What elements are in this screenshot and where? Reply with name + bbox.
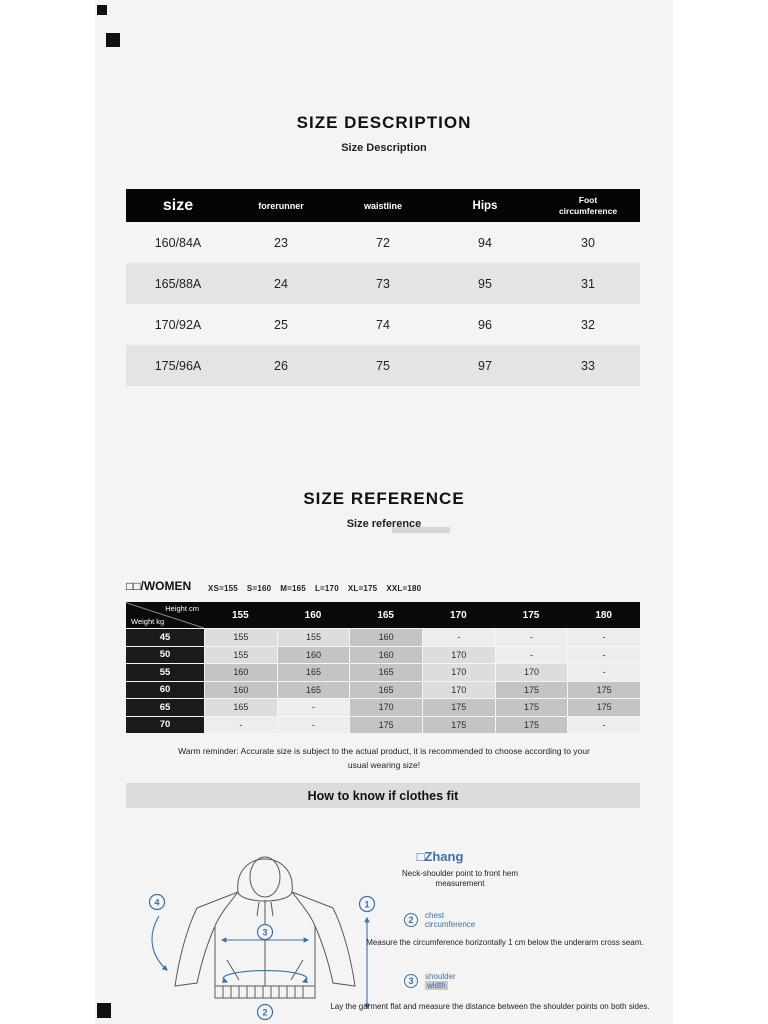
size-recommendation-cell: 155 bbox=[205, 629, 277, 646]
shoulder-label-line2: width bbox=[427, 981, 446, 990]
size-reference-subtitle: Size reference bbox=[346, 518, 422, 530]
matrix-col-header: 155 bbox=[231, 609, 249, 621]
measurement-cell: 72 bbox=[376, 235, 390, 250]
size-reference-title: SIZE REFERENCE bbox=[303, 489, 465, 508]
size-description-title: SIZE DESCRIPTION bbox=[296, 113, 472, 132]
image-placeholder-icon bbox=[106, 33, 120, 47]
corner-height-label: Height cm bbox=[165, 604, 199, 613]
image-placeholder-icon bbox=[97, 1003, 111, 1018]
measurement-cell: 33 bbox=[581, 358, 595, 373]
size-recommendation-cell: 170 bbox=[423, 682, 495, 699]
length-measure-desc-line1: Neck-shoulder point to front hem bbox=[401, 869, 519, 878]
size-recommendation-cell: 165 bbox=[350, 664, 422, 681]
size-table-body bbox=[126, 222, 640, 386]
size-recommendation-cell: 155 bbox=[205, 647, 277, 664]
chest-number-chip: 2 bbox=[404, 913, 418, 927]
jacket-diagram bbox=[135, 828, 405, 1024]
shoulder-label-line1: shoulder bbox=[425, 972, 456, 981]
shoulder-number-chip: 3 bbox=[404, 974, 418, 988]
size-recommendation-cell: 175 bbox=[350, 717, 422, 734]
length-measure-desc-line2: measurement bbox=[435, 879, 485, 888]
matrix-row bbox=[126, 629, 640, 646]
measurement-cell: 26 bbox=[274, 358, 288, 373]
fit-banner: How to know if clothes fit bbox=[126, 783, 640, 808]
size-recommendation-cell: 175 bbox=[496, 717, 568, 734]
size-recommendation-cell: 155 bbox=[278, 629, 350, 646]
matrix-row bbox=[126, 682, 640, 699]
measurement-cell: 32 bbox=[581, 317, 595, 332]
size-description-table bbox=[126, 189, 640, 386]
size-recommendation-cell: 160 bbox=[350, 647, 422, 664]
size-cell: 175/96A bbox=[154, 358, 202, 373]
measurement-cell: 24 bbox=[274, 276, 288, 291]
marker-number-4: 4 bbox=[154, 897, 160, 908]
matrix-row bbox=[126, 647, 640, 664]
size-recommendation-cell: 175 bbox=[423, 717, 495, 734]
matrix-col-header: 165 bbox=[377, 609, 394, 621]
weight-cell: 70 bbox=[126, 717, 204, 734]
matrix-col-header: 160 bbox=[304, 609, 322, 621]
size-recommendation-cell: 175 bbox=[423, 699, 495, 716]
measurement-cell: 75 bbox=[376, 358, 390, 373]
women-label: □□/WOMEN bbox=[126, 579, 192, 593]
legend-item: XXL=180 bbox=[386, 584, 422, 593]
chest-label-line1: chest bbox=[425, 911, 445, 920]
matrix-row bbox=[126, 717, 640, 734]
weight-cell: 65 bbox=[126, 699, 204, 716]
matrix-col-header: 170 bbox=[449, 609, 467, 621]
legend-item: XS=155 bbox=[208, 584, 238, 593]
legend-item: XL=175 bbox=[347, 584, 378, 593]
size-recommendation-cell: 165 bbox=[205, 699, 277, 716]
size-table-row bbox=[126, 222, 640, 263]
size-cell: 160/84A bbox=[154, 235, 202, 250]
col-header-hips: Hips bbox=[472, 199, 498, 212]
size-recommendation-cell: 170 bbox=[423, 664, 495, 681]
size-recommendation-cell: - bbox=[496, 629, 568, 646]
size-recommendation-cell: - bbox=[568, 647, 640, 664]
measurement-cell: 30 bbox=[581, 235, 595, 250]
matrix-row bbox=[126, 664, 640, 681]
size-table-row bbox=[126, 263, 640, 304]
matrix-col-header: 175 bbox=[522, 609, 540, 621]
weight-cell: 45 bbox=[126, 629, 204, 646]
size-recommendation-cell: - bbox=[278, 699, 350, 716]
size-recommendation-cell: - bbox=[496, 647, 568, 664]
matrix-corner-cell bbox=[126, 602, 204, 628]
chest-measure-desc: Measure the circumference horizontally 1 cm below the underarm cross seam. bbox=[366, 938, 644, 947]
sleeve-arrow bbox=[152, 916, 167, 970]
size-recommendation-cell: 170 bbox=[423, 647, 495, 664]
size-description-subtitle: Size Description bbox=[341, 142, 427, 154]
size-table-row bbox=[126, 345, 640, 386]
legend-item: L=170 bbox=[314, 584, 339, 593]
warm-reminder-line1: Warm reminder: Accurate size is subject to the actual product, it is recommended to choose according to your bbox=[178, 746, 590, 756]
size-guide-content bbox=[95, 0, 673, 1024]
size-recommendation-cell: 165 bbox=[350, 682, 422, 699]
measurement-cell: 31 bbox=[581, 276, 595, 291]
size-legend bbox=[208, 584, 430, 593]
size-recommendation-cell: 170 bbox=[350, 699, 422, 716]
measurement-cell: 96 bbox=[478, 317, 492, 332]
size-table-row bbox=[126, 304, 640, 345]
weight-cell: 60 bbox=[126, 682, 204, 699]
size-recommendation-cell: 170 bbox=[496, 664, 568, 681]
height-weight-matrix bbox=[126, 602, 640, 733]
size-recommendation-cell: - bbox=[568, 717, 640, 734]
measurement-cell: 94 bbox=[478, 235, 492, 250]
chest-label-line2: circumference bbox=[425, 920, 476, 929]
diagram-number-markers bbox=[150, 895, 375, 1020]
col-header-waistline: waistline bbox=[363, 200, 402, 211]
size-recommendation-cell: 175 bbox=[496, 699, 568, 716]
legend-item: M=165 bbox=[280, 584, 306, 593]
size-recommendation-cell: 165 bbox=[278, 664, 350, 681]
warm-reminder bbox=[95, 745, 673, 772]
size-recommendation-cell: 165 bbox=[278, 682, 350, 699]
size-recommendation-cell: 160 bbox=[350, 629, 422, 646]
size-recommendation-cell: 175 bbox=[568, 699, 640, 716]
matrix-header-row bbox=[126, 602, 640, 628]
corner-weight-label: Weight kg bbox=[131, 617, 165, 626]
col-header-foot-circumference: Foot circumference bbox=[558, 195, 618, 216]
marker-number-2: 2 bbox=[262, 1007, 268, 1018]
size-recommendation-cell: 160 bbox=[205, 682, 277, 699]
matrix-col-header: 180 bbox=[595, 609, 612, 621]
measurement-cell: 97 bbox=[478, 358, 492, 373]
size-recommendation-cell: - bbox=[568, 664, 640, 681]
size-cell: 170/92A bbox=[154, 317, 202, 332]
size-recommendation-cell: 160 bbox=[205, 664, 277, 681]
marker-number-3: 3 bbox=[262, 927, 268, 938]
measurement-cell: 73 bbox=[376, 276, 390, 291]
size-recommendation-cell: - bbox=[278, 717, 350, 734]
size-recommendation-cell: - bbox=[423, 629, 495, 646]
length-measure-title: □Zhang bbox=[416, 849, 464, 864]
measurement-cell: 25 bbox=[274, 317, 288, 332]
size-recommendation-cell: - bbox=[205, 717, 277, 734]
size-table-header bbox=[126, 189, 640, 222]
matrix-row bbox=[126, 699, 640, 716]
measurement-cell: 74 bbox=[376, 317, 390, 332]
warm-reminder-line2: usual wearing size! bbox=[347, 759, 421, 770]
col-header-size: size bbox=[162, 196, 194, 214]
size-recommendation-cell: 160 bbox=[278, 647, 350, 664]
size-cell: 165/88A bbox=[154, 276, 202, 291]
measurement-cell: 95 bbox=[478, 276, 492, 291]
weight-cell: 55 bbox=[126, 664, 204, 681]
weight-cell: 50 bbox=[126, 647, 204, 664]
shoulder-measure-desc: Lay the garment flat and measure the distance between the shoulder points on both sides. bbox=[330, 1002, 650, 1011]
col-header-forerunner: forerunner bbox=[258, 200, 304, 211]
size-recommendation-cell: 175 bbox=[568, 682, 640, 699]
marker-number-1: 1 bbox=[364, 899, 370, 910]
image-placeholder-icon bbox=[97, 5, 107, 15]
size-recommendation-cell: - bbox=[568, 629, 640, 646]
measurement-cell: 23 bbox=[274, 235, 288, 250]
legend-item: S=160 bbox=[246, 584, 272, 593]
matrix-body bbox=[126, 629, 640, 733]
size-recommendation-cell: 175 bbox=[496, 682, 568, 699]
